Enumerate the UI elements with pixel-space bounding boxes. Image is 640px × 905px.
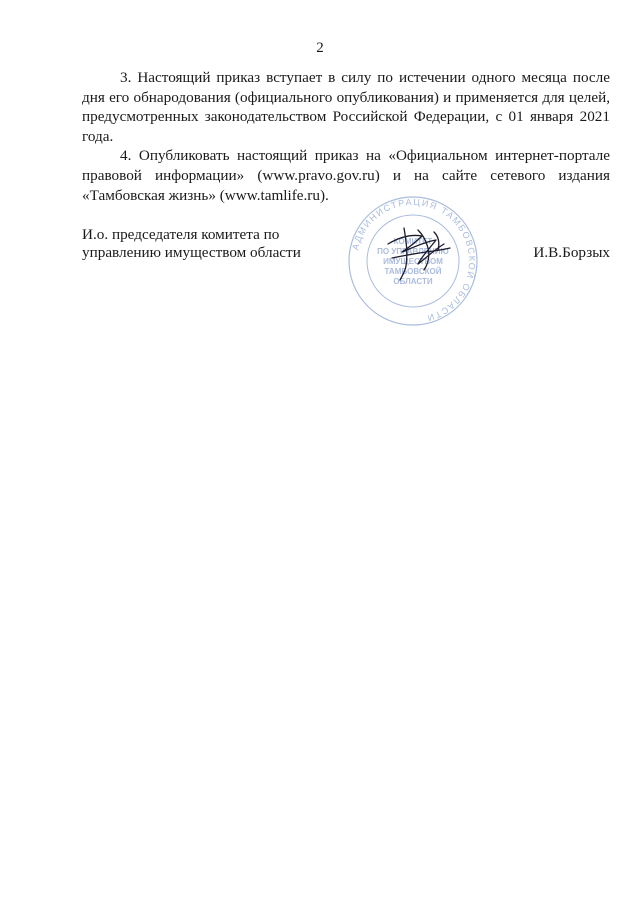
handwritten-signature xyxy=(378,214,460,284)
svg-text:КОМИТЕТ: КОМИТЕТ xyxy=(393,237,433,246)
page-number: 2 xyxy=(316,40,324,56)
svg-text:ОБЛАСТИ: ОБЛАСТИ xyxy=(393,277,433,286)
svg-text:АДМИНИСТРАЦИЯ ТАМБОВСКОЙ ОБЛАС: АДМИНИСТРАЦИЯ ТАМБОВСКОЙ ОБЛАСТИ xyxy=(350,196,478,324)
signer-title xyxy=(82,226,332,262)
signer-name: И.В.Борзых xyxy=(533,244,610,261)
signer-title-line-2: управлению имуществом области xyxy=(82,244,301,261)
svg-text:ИМУЩЕСТВОМ: ИМУЩЕСТВОМ xyxy=(383,257,443,266)
paragraph-3: 3. Настоящий приказ вступает в силу по истечении одного месяца после дня его обнародования (официального опубликования) и применяется для целей, предусмотренных законодательством Российской Федерации, с 01 января 2021 года. xyxy=(82,69,610,145)
paragraph-4: 4. Опубликовать настоящий приказ на «Официальном интернет-портале правовой информации» (www.pravo.gov.ru) и на сайте сетевого издания «Тамбовская жизнь» (www.tamlife.ru). xyxy=(82,147,610,204)
document-body xyxy=(82,68,610,205)
svg-text:ПО УПРАВЛЕНИЮ: ПО УПРАВЛЕНИЮ xyxy=(377,247,449,256)
signer-title-line-1: И.о. председателя комитета по xyxy=(82,226,280,243)
svg-text:ТАМБОВСКОЙ: ТАМБОВСКОЙ xyxy=(384,267,442,276)
